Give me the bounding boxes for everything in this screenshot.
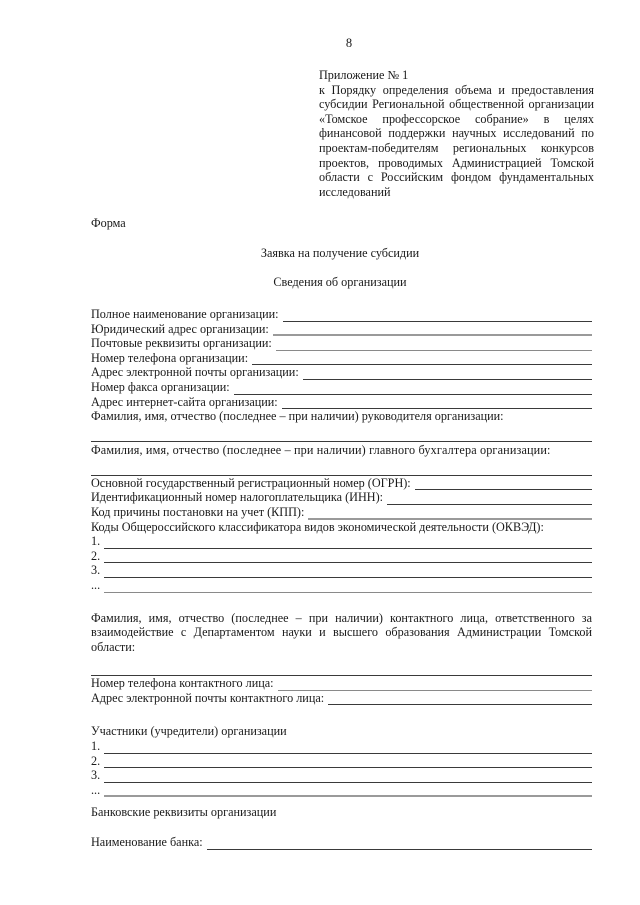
okved-item — [91, 578, 592, 593]
okved-label: Коды Общероссийского классификатора видов экономической деятельности (ОКВЭД): — [91, 519, 544, 534]
field-bank-name — [91, 835, 592, 850]
field-fax — [91, 380, 592, 395]
founder-item — [91, 783, 592, 798]
okved-label-row — [91, 520, 592, 535]
okved-item — [91, 563, 592, 578]
bank-section-label: Банковские реквизиты организации — [91, 805, 277, 820]
organization-form — [91, 307, 592, 850]
founder-item — [91, 739, 592, 754]
accountant-fio-label-row — [91, 442, 592, 458]
field-inn — [91, 490, 592, 505]
contact-email-input[interactable] — [328, 693, 592, 705]
founder-item — [91, 768, 592, 783]
email-input[interactable] — [303, 368, 592, 380]
field-website — [91, 395, 592, 410]
field-label: Код причины постановки на учет (КПП): — [91, 504, 305, 519]
accountant-fio-row — [91, 458, 592, 476]
list-number: 2. — [91, 548, 101, 563]
field-email — [91, 365, 592, 380]
field-contact-email — [91, 691, 592, 706]
head-fio-input[interactable] — [91, 430, 592, 442]
founder-input-3[interactable] — [104, 771, 592, 783]
field-label: Основной государственный регистрационный номер (ОГРН): — [91, 475, 411, 490]
founder-input-2[interactable] — [104, 756, 592, 768]
ogrn-input[interactable] — [415, 478, 592, 490]
list-number: ... — [91, 782, 101, 797]
accountant-fio-label: Фамилия, имя, отчество (последнее – при наличии) главного бухгалтера организации: — [91, 443, 551, 458]
document-title: Заявка на получение субсидии — [260, 246, 420, 260]
contact-fio-row — [91, 654, 592, 676]
appendix-header — [319, 68, 594, 199]
contact-phone-input[interactable] — [278, 679, 592, 691]
form-label: Форма — [91, 216, 126, 230]
spacer — [91, 705, 592, 724]
page-number: 8 — [345, 36, 353, 50]
appendix-body: к Порядку определения объема и предоставления субсидии Региональной общественной организации «Томское профессорское собрание» в целях финансовой поддержки научных исследований по проектам-победителям региональных конкурсов проектов, проводимых Администрацией Томской области с Российским фондом фундаментальных исследований — [319, 82, 594, 199]
founders-label-row — [91, 724, 592, 739]
field-label: Номер телефона организации: — [91, 350, 249, 365]
list-number: 1. — [91, 739, 101, 754]
phone-input[interactable] — [252, 353, 592, 365]
legal-address-input[interactable] — [273, 323, 592, 336]
bank-name-input[interactable] — [207, 838, 592, 850]
list-number: 3. — [91, 768, 101, 783]
list-number: 1. — [91, 534, 101, 549]
okved-item — [91, 549, 592, 564]
founder-input-1[interactable] — [104, 742, 592, 754]
field-contact-phone — [91, 676, 592, 691]
field-legal-address — [91, 322, 592, 337]
head-fio-label: Фамилия, имя, отчество (последнее – при наличии) руководителя организации: — [91, 409, 504, 424]
contact-fio-label: Фамилия, имя, отчество (последнее – при наличии) контактного лица, ответственного за взаимодействие с Департаментом науки и высшего образования Администрации Томской области: — [91, 610, 592, 654]
spacer — [91, 820, 592, 835]
field-label: Почтовые реквизиты организации: — [91, 336, 272, 351]
field-label: Адрес электронной почты организации: — [91, 365, 299, 380]
list-number: 3. — [91, 563, 101, 578]
field-label: Полное наименование организации: — [91, 307, 279, 321]
list-number: ... — [91, 577, 101, 592]
field-phone — [91, 351, 592, 366]
founder-item — [91, 754, 592, 769]
field-full-name — [91, 307, 592, 322]
appendix-title: Приложение № 1 — [319, 68, 409, 82]
fax-input[interactable] — [234, 383, 592, 395]
contact-fio-input[interactable] — [91, 664, 592, 676]
founder-input-more[interactable] — [104, 784, 592, 797]
field-ogrn — [91, 476, 592, 491]
bank-section-label-row — [91, 805, 592, 820]
field-label: Номер факса организации: — [91, 379, 230, 394]
field-label: Идентификационный номер налогоплательщика (ИНН): — [91, 490, 384, 505]
inn-input[interactable] — [387, 493, 592, 505]
okved-input-2[interactable] — [104, 551, 592, 563]
postal-details-input[interactable] — [276, 339, 592, 351]
okved-item — [91, 534, 592, 549]
field-label: Наименование банка: — [91, 835, 203, 850]
field-label: Адрес электронной почты контактного лица: — [91, 690, 325, 705]
full-name-input[interactable] — [283, 310, 592, 322]
okved-input-1[interactable] — [104, 537, 592, 549]
okved-input-more[interactable] — [104, 581, 592, 593]
okved-input-3[interactable] — [104, 566, 592, 578]
spacer — [91, 593, 592, 611]
field-label: Номер телефона контактного лица: — [91, 676, 274, 691]
spacer — [91, 797, 592, 805]
head-fio-label-row — [91, 409, 592, 424]
kpp-input[interactable] — [308, 507, 592, 520]
website-input[interactable] — [282, 397, 592, 409]
accountant-fio-input[interactable] — [91, 464, 592, 476]
section-title: Сведения об организации — [273, 275, 407, 289]
field-kpp — [91, 505, 592, 520]
field-postal-details — [91, 336, 592, 351]
head-fio-row — [91, 424, 592, 442]
list-number: 2. — [91, 753, 101, 768]
field-label: Адрес интернет-сайта организации: — [91, 394, 278, 409]
founders-label: Участники (учредители) организации — [91, 724, 287, 739]
field-label: Юридический адрес организации: — [91, 321, 269, 336]
